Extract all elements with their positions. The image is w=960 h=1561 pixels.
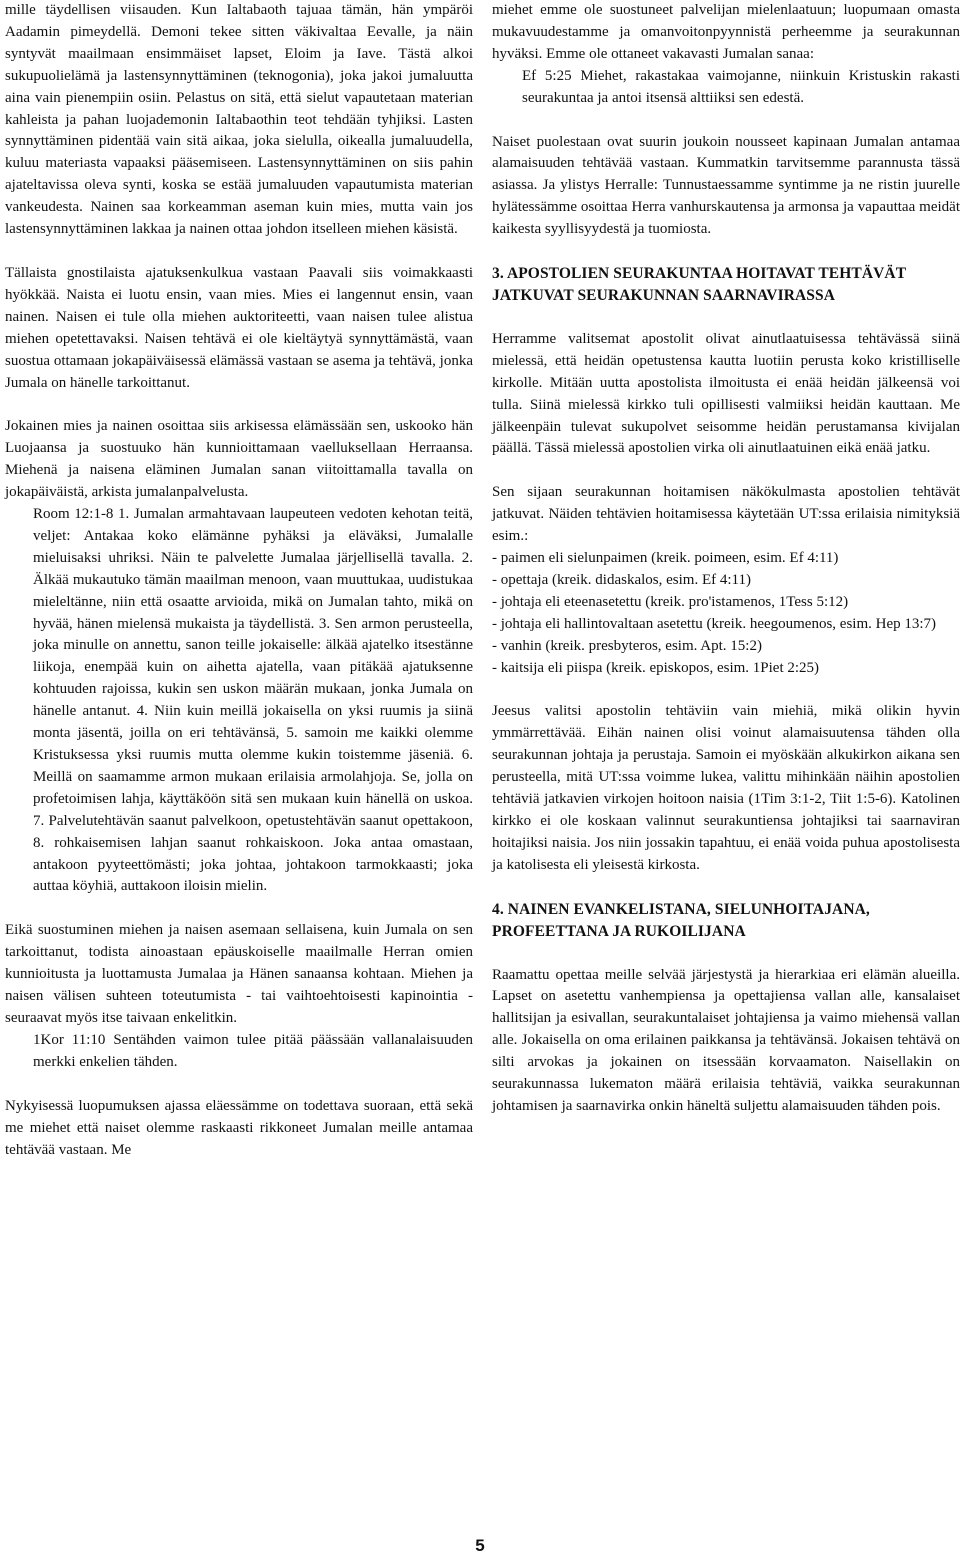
left-paragraph-2: Tällaista gnostilaista ajatuksenkulkua vastaan Paavali siis voimakkaasti hyökkää. Naista ei luotu ensin, vaan mies. Mies ei langennut ensin, vaan nainen. Naisen ei tule olla miehen auktoriteetti, vaan naisen tulee alistua miehen opetettavaksi. Naisen tehtävä ei ole kieltäytyä synnyttämästä, vaan suostua ottamaan jokapäiväisessä elämässä vastaan se asema ja tehtävä, jonka Jumala on hänelle tarkoittanut.: [5, 264, 473, 391]
right-paragraph-4: Sen sijaan seurakunnan hoitamisen näkökulmasta apostolien tehtävät jatkuvat. Näiden tehtävien hoitamisessa käytetään UT:ssa erilaisia nimityksiä esim.:: [492, 484, 960, 545]
left-scripture-1kor-11: 1Kor 11:10 Sentähden vaimon tulee pitää päässään vallanalaisuuden merkki enkelien tähden.: [33, 1031, 473, 1070]
left-column: [5, 0, 473, 1183]
right-paragraph-3: Herramme valitsemat apostolit olivat ainutlaatuisessa tehtävässä siinä mielessä, että heidän opetustensa kautta luotiin perusta koko kristilliselle kirkolle. Mitään uutta apostolista ilmoitusta ei enää heidän jälkeensä voi tulla. Siinä mielessä kirkko tuli opillisesti valmiiksi heidän kauttaan. Me jälkeenpäin tulevat sukupolvet seisomme heidän perustamansa kivijalan päällä. Tässä mielessä apostolien virka oli ainutlaatuinen eikä enää jatku.: [492, 330, 960, 457]
left-paragraph-5: Eikä suostuminen miehen ja naisen asemaan sellaisena, kuin Jumala on sen tarkoittanut, todista ainoastaan epäuskoiselle maailmalle Herran omien kunnioitusta ja luottamusta Jumalaa ja Hänen sanaansa kohtaan. Miehen ja naisen välisen suhteen toteutumista - tai vaihtoehtoisesti kapinointia - seuraavat myös itse taivaan enkelitkin.: [5, 922, 473, 1026]
list-item: - opettaja (kreik. didaskalos, esim. Ef 4:11): [492, 571, 751, 588]
office-title-list: [492, 548, 960, 679]
left-scripture-room-12: Room 12:1-8 1. Jumalan armahtavaan laupeuteen vedoten kehotan teitä, veljet: Antakaa koko elämänne pyhäksi ja eläväksi, Jumalalle mieluisaksi uhriksi. Näin te palvelette Jumalaa järjellisellä tavalla. 2. Älkää mukautuko tämän maailman menoon, vaan muuttukaa, uudistukaa mieleltänne, niin että osaatte arvioida, mikä on Jumalan tahto, mikä on hyvää, hänen mielensä mukaista ja täydellistä. 3. Sen armon perusteella, joka minulle on annettu, sanon teille jokaiselle: älkää ajatelko itsestänne liikoja, enempää kuin on aihetta ajatella, vaan pitäkää ajatuksenne kohtuuden rajoissa, kukin sen uskon määrän mukaan, jonka Jumala on hänelle antanut. 4. Niin kuin meillä jokaisella on yksi ruumis ja siinä monta jäsentä, joilla on eri tehtävänsä, 5. samoin me kaikki olemme Kristuksessa yksi ruumis mutta olemme kukin toistemme jäseniä. 6. Meillä on saamamme armon mukaan erilaisia armolahjoja. Se, jolla on profetoimisen lahja, käyttäköön sitä sen mukaan kuin hänellä on uskoa. 7. Palvelutehtävän saanut palvelkoon, opetustehtävän saanut opettakoon, 8. rohkaisemisen lahjan saanut rohkaiskoon. Joka antaa omastaan, antakoon pyyteettömästi; joka johtaa, johtakoon tarmokkaasti; joka auttaa köyhiä, auttakoon iloisin mielin.: [33, 506, 473, 895]
right-scripture-ef-5: Ef 5:25 Miehet, rakastakaa vaimojanne, niinkuin Kristuskin rakasti seurakuntaa ja antoi itsensä alttiiksi sen edestä.: [522, 67, 960, 106]
right-paragraph-6: Raamattu opettaa meille selvää järjestystä ja hierarkiaa eri elämän alueilla. Lapset on asetettu vanhempiensa ja opettajiensa vallan alle, kansalaiset hallitsijan ja esivallan, seurakuntalaiset johtajiensa ja vaimo miehensä vallan alle. Jokaisella on oma erilainen paikkansa ja tehtävänsä. Jokaisen tehtävä on silti arvokas ja jokainen on itsessään korvaamaton. Naisellakin on seurakunnassa lukematon määrä erilaisia tehtäviä, vaikka seurakunnan johtamisen ja saarnavirka onkin häneltä suljettu alamaisuuden tähden pois.: [492, 966, 960, 1114]
page-number: 5: [475, 1536, 485, 1555]
left-paragraph-7: Nykyisessä luopumuksen ajassa eläessämme on todettava suoraan, että sekä me miehet että naiset olemme raskaasti rikkoneet Jumalan meille antamaa tehtävää vastaan. Me: [5, 1097, 473, 1158]
right-column: [492, 0, 960, 1140]
list-item: - johtaja eli eteenasetettu (kreik. pro'istamenos, 1Tess 5:12): [492, 593, 849, 610]
section-heading-4: 4. NAINEN EVANKELISTANA, SIELUNHOITAJANA, PROFEETTANA JA RUKOILIJANA: [492, 900, 870, 940]
list-item: - kaitsija eli piispa (kreik. episkopos, esim. 1Piet 2:25): [492, 659, 820, 676]
list-item: - johtaja eli hallintovaltaan asetettu (kreik. heegoumenos, esim. Hep 13:7): [492, 615, 937, 632]
left-paragraph-3: Jokainen mies ja nainen osoittaa siis arkisessa elämässään sen, uskooko hän Luojaansa ja suostuuko hän kunnioittamaan vaelluksellaan Herraansa. Miehenä ja naisena eläminen Jumalan sanan viitoittamalla tavalla on jokapäiväistä, arkista jumalanpalvelusta.: [5, 418, 473, 501]
list-item: - vanhin (kreik. presbyteros, esim. Apt. 15:2): [492, 637, 762, 654]
section-heading-3: 3. APOSTOLIEN SEURAKUNTAA HOITAVAT TEHTÄVÄT JATKUVAT SEURAKUNNAN SAARNAVIRASSA: [492, 265, 906, 304]
right-paragraph-5: Jeesus valitsi apostolin tehtäviin vain miehiä, mikä olikin hyvin ymmärrettävää. Eihän nainen olisi voinut alamaisuutensa tähden olla seurakunnan johtaja ja perustaja. Samoin ei myöskään alkukirkon aikana sen perusteella, mitä UT:ssa voimme lukea, valittu mihinkään näihin apostolien tehtäviä jatkavien virkojen hoitoon naisia (1Tim 3:1-2, Tiit 1:5-6). Katolinen kirkko ei ole koskaan valinnut seurakuntiensa johtajiksi tai saarnaviran hoitajiksi naisia. Jos niin jossakin tapahtuu, ei enää voida puhua apostolisesta ja katolisesta eli yleisestä kirkosta.: [492, 703, 960, 873]
right-paragraph-1: miehet emme ole suostuneet palvelijan mielenlaatuun; luopumaan omasta mukavuudestamme ja omanvoitonpyynnistä perheemme ja seurakunnan hyväksi. Emme ole ottaneet vakavasti Jumalan sanaa:: [492, 2, 960, 62]
list-item: - paimen eli sielunpaimen (kreik. poimeen, esim. Ef 4:11): [492, 550, 839, 567]
left-paragraph-1: mille täydellisen viisauden. Kun Ialtabaoth tajuaa tämän, hän ympäröi Aadamin pimeydellä. Demoni tekee sitten väkivaltaa Eevalle, ja näin syntyvät maailmaan ensimmäiset lapset, Eloim ja Iave. Tästä alkoi sukupuolielämä ja lastensynnyttäminen (teknogonia), joka jakoi jumaluutta aina vain pienempiin osiin. Pelastus on sitä, että sielut vapautetaan materian kahleista ja pahan luojademonin Ialtabaothin teot tehdään tyhjiksi. Lasten synnyttäminen pidentää vain sitä aikaa, joka sielulla, oikealla jumaluudella, kuluu materiasta vapaaksi pääsemiseen. Lastensynnyttäminen on siis pahin ajateltavissa oleva synti, koska se estää jumaluuden vapautumista materian vankeudesta. Nainen saa korkeamman aseman kuin mies, mutta vain jos lastensynnyttäminen lakkaa ja nainen ottaa johdon itselleen miehen käsistä.: [5, 2, 473, 238]
right-paragraph-2: Naiset puolestaan ovat suurin joukoin nousseet kapinaan Jumalan antamaa alamaisuuden tehtävää vastaan. Kummatkin tarvitsemme parannusta tässä asiassa. Ja ylistys Herralle: Tunnustaessamme syntimme ja ne ristin juurelle hylätessämme osoittaa Herra vanhurskautensa ja armonsa ja vapauttaa meidät kaikesta syyllisyydestä ja tuomiosta.: [492, 133, 960, 238]
